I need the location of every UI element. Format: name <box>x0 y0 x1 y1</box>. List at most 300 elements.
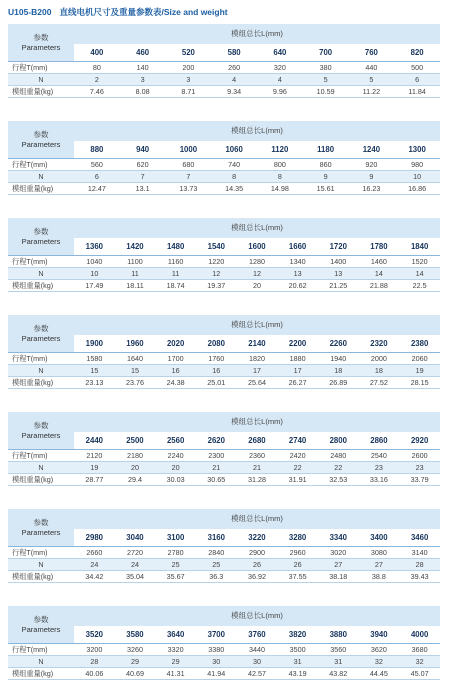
parameters-header <box>8 315 74 353</box>
stroke-row-label: 行程T(mm) <box>8 256 74 268</box>
length-cell: 700 <box>303 44 349 62</box>
weight-cell: 15.61 <box>303 183 349 195</box>
length-cell: 1900 <box>74 335 115 353</box>
parameters-header <box>8 509 74 547</box>
stroke-cell: 740 <box>211 159 257 171</box>
weight-cell: 16.23 <box>349 183 395 195</box>
n-cell: 13 <box>318 268 359 280</box>
stroke-cell: 560 <box>74 159 120 171</box>
n-cell: 10 <box>394 171 440 183</box>
weight-cell: 40.06 <box>74 668 115 680</box>
weight-cell: 31.28 <box>237 474 278 486</box>
stroke-cell: 3080 <box>359 547 400 559</box>
length-cell: 1540 <box>196 238 237 256</box>
n-cell: 5 <box>303 74 349 86</box>
n-cell: 16 <box>155 365 196 377</box>
n-cell: 5 <box>349 74 395 86</box>
size-weight-table <box>8 121 440 195</box>
weight-cell: 38.18 <box>318 571 359 583</box>
n-cell: 14 <box>359 268 400 280</box>
weight-cell: 36.3 <box>196 571 237 583</box>
weight-cell: 8.08 <box>120 86 166 98</box>
document-title <box>8 6 228 18</box>
length-cell: 880 <box>74 141 120 159</box>
weight-cell: 30.65 <box>196 474 237 486</box>
n-cell: 31 <box>277 656 318 668</box>
length-cell: 3460 <box>399 529 440 547</box>
n-row-label: N <box>8 268 74 280</box>
weight-cell: 18.74 <box>155 280 196 292</box>
n-cell: 14 <box>399 268 440 280</box>
stroke-cell: 1400 <box>318 256 359 268</box>
length-cell: 2200 <box>277 335 318 353</box>
length-cell: 4000 <box>399 626 440 644</box>
weight-cell: 42.57 <box>237 668 278 680</box>
size-weight-table <box>8 412 440 486</box>
table-row <box>8 256 440 268</box>
n-cell: 32 <box>399 656 440 668</box>
table-row <box>8 571 440 583</box>
stroke-cell: 2120 <box>74 450 115 462</box>
parameters-header <box>8 121 74 159</box>
stroke-cell: 920 <box>349 159 395 171</box>
n-cell: 26 <box>237 559 278 571</box>
length-cell: 1840 <box>399 238 440 256</box>
param-label-en: Parameters <box>21 333 61 343</box>
stroke-row-label: 行程T(mm) <box>8 353 74 365</box>
n-row-label: N <box>8 171 74 183</box>
n-cell: 23 <box>399 462 440 474</box>
length-cell: 2680 <box>237 432 278 450</box>
table-row <box>8 159 440 171</box>
length-cell: 3220 <box>237 529 278 547</box>
stroke-cell: 2540 <box>359 450 400 462</box>
length-cell: 3940 <box>359 626 400 644</box>
stroke-row-label: 行程T(mm) <box>8 547 74 559</box>
parameters-header <box>8 24 74 62</box>
n-cell: 3 <box>120 74 166 86</box>
n-cell: 30 <box>196 656 237 668</box>
weight-cell: 14.98 <box>257 183 303 195</box>
weight-row-label: 模组重量(kg) <box>8 571 74 583</box>
stroke-cell: 1940 <box>318 353 359 365</box>
param-label-en: Parameters <box>21 236 61 246</box>
length-cell: 1000 <box>166 141 212 159</box>
stroke-cell: 2480 <box>318 450 359 462</box>
length-group-header: 模组总长L(mm) <box>74 121 440 141</box>
n-cell: 17 <box>277 365 318 377</box>
stroke-cell: 620 <box>120 159 166 171</box>
stroke-cell: 3260 <box>115 644 156 656</box>
table-row <box>8 268 440 280</box>
n-cell: 11 <box>115 268 156 280</box>
weight-cell: 43.82 <box>318 668 359 680</box>
stroke-cell: 2720 <box>115 547 156 559</box>
n-cell: 4 <box>257 74 303 86</box>
weight-cell: 12.47 <box>74 183 120 195</box>
stroke-cell: 2840 <box>196 547 237 559</box>
stroke-cell: 800 <box>257 159 303 171</box>
weight-cell: 20 <box>237 280 278 292</box>
weight-cell: 37.55 <box>277 571 318 583</box>
n-cell: 7 <box>166 171 212 183</box>
stroke-cell: 140 <box>120 62 166 74</box>
length-cell: 2920 <box>399 432 440 450</box>
weight-cell: 23.13 <box>74 377 115 389</box>
weight-cell: 35.67 <box>155 571 196 583</box>
parameters-header <box>8 412 74 450</box>
stroke-cell: 2780 <box>155 547 196 559</box>
n-row-label: N <box>8 559 74 571</box>
table-row <box>8 280 440 292</box>
n-cell: 28 <box>74 656 115 668</box>
weight-cell: 16.86 <box>394 183 440 195</box>
n-cell: 22 <box>318 462 359 474</box>
stroke-cell: 980 <box>394 159 440 171</box>
param-label-en: Parameters <box>21 139 61 149</box>
weight-cell: 26.27 <box>277 377 318 389</box>
stroke-cell: 3380 <box>196 644 237 656</box>
stroke-cell: 680 <box>166 159 212 171</box>
length-cell: 2020 <box>155 335 196 353</box>
title-text: 直线电机尺寸及重量参数表/Size and weight <box>59 7 228 17</box>
size-weight-table <box>8 218 440 292</box>
length-cell: 1120 <box>257 141 303 159</box>
weight-cell: 14.35 <box>211 183 257 195</box>
length-cell: 640 <box>257 44 303 62</box>
size-weight-table <box>8 509 440 583</box>
stroke-cell: 3320 <box>155 644 196 656</box>
n-cell: 21 <box>196 462 237 474</box>
length-cell: 2140 <box>237 335 278 353</box>
weight-cell: 28.15 <box>399 377 440 389</box>
param-label-en: Parameters <box>21 42 61 52</box>
length-cell: 2740 <box>277 432 318 450</box>
n-cell: 29 <box>115 656 156 668</box>
stroke-cell: 80 <box>74 62 120 74</box>
stroke-cell: 1640 <box>115 353 156 365</box>
stroke-cell: 860 <box>303 159 349 171</box>
stroke-cell: 3200 <box>74 644 115 656</box>
weight-cell: 32.53 <box>318 474 359 486</box>
n-cell: 22 <box>277 462 318 474</box>
n-cell: 6 <box>74 171 120 183</box>
weight-cell: 22.5 <box>399 280 440 292</box>
n-cell: 6 <box>394 74 440 86</box>
param-label-en: Parameters <box>21 624 61 634</box>
weight-cell: 9.34 <box>211 86 257 98</box>
stroke-cell: 320 <box>257 62 303 74</box>
table-row <box>8 171 440 183</box>
stroke-cell: 1520 <box>399 256 440 268</box>
stroke-cell: 1160 <box>155 256 196 268</box>
length-cell: 580 <box>211 44 257 62</box>
stroke-cell: 2360 <box>237 450 278 462</box>
length-cell: 3820 <box>277 626 318 644</box>
length-cell: 2620 <box>196 432 237 450</box>
length-cell: 3280 <box>277 529 318 547</box>
length-cell: 2860 <box>359 432 400 450</box>
length-cell: 3640 <box>155 626 196 644</box>
weight-cell: 13.1 <box>120 183 166 195</box>
n-cell: 8 <box>257 171 303 183</box>
length-cell: 1720 <box>318 238 359 256</box>
length-group-header: 模组总长L(mm) <box>74 606 440 626</box>
weight-cell: 24.38 <box>155 377 196 389</box>
table-row <box>8 474 440 486</box>
n-cell: 15 <box>115 365 156 377</box>
stroke-cell: 2060 <box>399 353 440 365</box>
length-cell: 3880 <box>318 626 359 644</box>
stroke-cell: 1280 <box>237 256 278 268</box>
weight-cell: 7.46 <box>74 86 120 98</box>
weight-row-label: 模组重量(kg) <box>8 668 74 680</box>
stroke-cell: 3500 <box>277 644 318 656</box>
stroke-row-label: 行程T(mm) <box>8 62 74 74</box>
length-cell: 2560 <box>155 432 196 450</box>
length-cell: 520 <box>166 44 212 62</box>
size-weight-table <box>8 315 440 389</box>
stroke-row-label: 行程T(mm) <box>8 159 74 171</box>
n-cell: 10 <box>74 268 115 280</box>
weight-cell: 8.71 <box>166 86 212 98</box>
param-label-en: Parameters <box>21 527 61 537</box>
length-cell: 1180 <box>303 141 349 159</box>
stroke-cell: 1820 <box>237 353 278 365</box>
weight-cell: 29.4 <box>115 474 156 486</box>
weight-cell: 41.31 <box>155 668 196 680</box>
n-cell: 9 <box>349 171 395 183</box>
stroke-cell: 200 <box>166 62 212 74</box>
weight-cell: 13.73 <box>166 183 212 195</box>
parameters-header <box>8 606 74 644</box>
n-cell: 9 <box>303 171 349 183</box>
stroke-cell: 2000 <box>359 353 400 365</box>
n-cell: 30 <box>237 656 278 668</box>
length-group-header: 模组总长L(mm) <box>74 412 440 432</box>
n-cell: 18 <box>359 365 400 377</box>
table-row <box>8 559 440 571</box>
stroke-cell: 500 <box>394 62 440 74</box>
length-cell: 460 <box>120 44 166 62</box>
n-cell: 21 <box>237 462 278 474</box>
stroke-cell: 2240 <box>155 450 196 462</box>
length-cell: 1420 <box>115 238 156 256</box>
length-cell: 3760 <box>237 626 278 644</box>
n-cell: 17 <box>237 365 278 377</box>
length-cell: 1060 <box>211 141 257 159</box>
param-label-en: Parameters <box>21 430 61 440</box>
n-cell: 24 <box>74 559 115 571</box>
weight-cell: 10.59 <box>303 86 349 98</box>
stroke-cell: 2300 <box>196 450 237 462</box>
stroke-cell: 1460 <box>359 256 400 268</box>
n-cell: 29 <box>155 656 196 668</box>
length-cell: 1600 <box>237 238 278 256</box>
weight-cell: 11.22 <box>349 86 395 98</box>
stroke-cell: 1220 <box>196 256 237 268</box>
table-row <box>8 183 440 195</box>
table-row <box>8 86 440 98</box>
stroke-cell: 2960 <box>277 547 318 559</box>
n-cell: 31 <box>318 656 359 668</box>
n-row-label: N <box>8 365 74 377</box>
n-cell: 25 <box>196 559 237 571</box>
table-row <box>8 62 440 74</box>
n-cell: 12 <box>237 268 278 280</box>
stroke-cell: 1100 <box>115 256 156 268</box>
weight-cell: 27.52 <box>359 377 400 389</box>
stroke-cell: 3020 <box>318 547 359 559</box>
param-label-cn: 参数 <box>33 129 49 139</box>
table-row <box>8 547 440 559</box>
length-group-header: 模组总长L(mm) <box>74 24 440 44</box>
length-cell: 940 <box>120 141 166 159</box>
weight-cell: 21.25 <box>318 280 359 292</box>
length-group-header: 模组总长L(mm) <box>74 509 440 529</box>
length-cell: 2320 <box>359 335 400 353</box>
n-row-label: N <box>8 74 74 86</box>
size-weight-table <box>8 606 440 680</box>
stroke-cell: 3440 <box>237 644 278 656</box>
stroke-cell: 2600 <box>399 450 440 462</box>
model-code: U105-B200 <box>8 7 52 17</box>
weight-cell: 30.03 <box>155 474 196 486</box>
weight-cell: 17.49 <box>74 280 115 292</box>
stroke-cell: 1340 <box>277 256 318 268</box>
weight-cell: 23.76 <box>115 377 156 389</box>
n-cell: 28 <box>399 559 440 571</box>
stroke-cell: 1760 <box>196 353 237 365</box>
stroke-cell: 2660 <box>74 547 115 559</box>
length-cell: 3340 <box>318 529 359 547</box>
stroke-row-label: 行程T(mm) <box>8 644 74 656</box>
param-label-cn: 参数 <box>33 32 49 42</box>
weight-cell: 40.69 <box>115 668 156 680</box>
length-cell: 820 <box>394 44 440 62</box>
n-row-label: N <box>8 656 74 668</box>
weight-cell: 33.16 <box>359 474 400 486</box>
table-row <box>8 668 440 680</box>
table-row <box>8 365 440 377</box>
weight-cell: 11.84 <box>394 86 440 98</box>
n-cell: 25 <box>155 559 196 571</box>
stroke-cell: 2900 <box>237 547 278 559</box>
n-cell: 24 <box>115 559 156 571</box>
length-cell: 2800 <box>318 432 359 450</box>
n-cell: 27 <box>359 559 400 571</box>
n-cell: 16 <box>196 365 237 377</box>
n-cell: 26 <box>277 559 318 571</box>
weight-cell: 28.77 <box>74 474 115 486</box>
weight-cell: 19.37 <box>196 280 237 292</box>
stroke-cell: 1880 <box>277 353 318 365</box>
table-row <box>8 353 440 365</box>
n-cell: 32 <box>359 656 400 668</box>
weight-cell: 35.04 <box>115 571 156 583</box>
n-cell: 4 <box>211 74 257 86</box>
n-cell: 19 <box>399 365 440 377</box>
length-cell: 1660 <box>277 238 318 256</box>
n-cell: 15 <box>74 365 115 377</box>
weight-cell: 25.01 <box>196 377 237 389</box>
length-group-header: 模组总长L(mm) <box>74 315 440 335</box>
stroke-cell: 3560 <box>318 644 359 656</box>
weight-row-label: 模组重量(kg) <box>8 377 74 389</box>
stroke-cell: 3620 <box>359 644 400 656</box>
param-label-cn: 参数 <box>33 226 49 236</box>
weight-cell: 31.91 <box>277 474 318 486</box>
n-cell: 20 <box>155 462 196 474</box>
weight-cell: 26.89 <box>318 377 359 389</box>
n-cell: 23 <box>359 462 400 474</box>
stroke-cell: 2420 <box>277 450 318 462</box>
weight-cell: 9.96 <box>257 86 303 98</box>
table-row <box>8 644 440 656</box>
stroke-row-label: 行程T(mm) <box>8 450 74 462</box>
n-cell: 27 <box>318 559 359 571</box>
weight-row-label: 模组重量(kg) <box>8 280 74 292</box>
length-cell: 3040 <box>115 529 156 547</box>
n-cell: 12 <box>196 268 237 280</box>
weight-cell: 45.07 <box>399 668 440 680</box>
stroke-cell: 1580 <box>74 353 115 365</box>
length-cell: 1960 <box>115 335 156 353</box>
table-row <box>8 656 440 668</box>
n-row-label: N <box>8 462 74 474</box>
table-row <box>8 377 440 389</box>
weight-cell: 36.92 <box>237 571 278 583</box>
length-cell: 3520 <box>74 626 115 644</box>
weight-cell: 21.88 <box>359 280 400 292</box>
length-cell: 3400 <box>359 529 400 547</box>
n-cell: 20 <box>115 462 156 474</box>
weight-row-label: 模组重量(kg) <box>8 474 74 486</box>
weight-cell: 25.64 <box>237 377 278 389</box>
length-cell: 3580 <box>115 626 156 644</box>
length-cell: 2500 <box>115 432 156 450</box>
stroke-cell: 260 <box>211 62 257 74</box>
n-cell: 8 <box>211 171 257 183</box>
length-cell: 1780 <box>359 238 400 256</box>
n-cell: 13 <box>277 268 318 280</box>
weight-cell: 18.11 <box>115 280 156 292</box>
length-cell: 2440 <box>74 432 115 450</box>
stroke-cell: 3140 <box>399 547 440 559</box>
weight-cell: 34.42 <box>74 571 115 583</box>
size-weight-table <box>8 24 440 98</box>
length-cell: 3160 <box>196 529 237 547</box>
weight-cell: 38.8 <box>359 571 400 583</box>
table-row <box>8 450 440 462</box>
length-cell: 760 <box>349 44 395 62</box>
n-cell: 2 <box>74 74 120 86</box>
param-label-cn: 参数 <box>33 323 49 333</box>
n-cell: 7 <box>120 171 166 183</box>
n-cell: 19 <box>74 462 115 474</box>
weight-cell: 20.62 <box>277 280 318 292</box>
n-cell: 3 <box>166 74 212 86</box>
n-cell: 18 <box>318 365 359 377</box>
stroke-cell: 380 <box>303 62 349 74</box>
table-row <box>8 462 440 474</box>
length-cell: 3700 <box>196 626 237 644</box>
param-label-cn: 参数 <box>33 517 49 527</box>
length-cell: 2260 <box>318 335 359 353</box>
weight-cell: 43.19 <box>277 668 318 680</box>
parameters-header <box>8 218 74 256</box>
param-label-cn: 参数 <box>33 420 49 430</box>
